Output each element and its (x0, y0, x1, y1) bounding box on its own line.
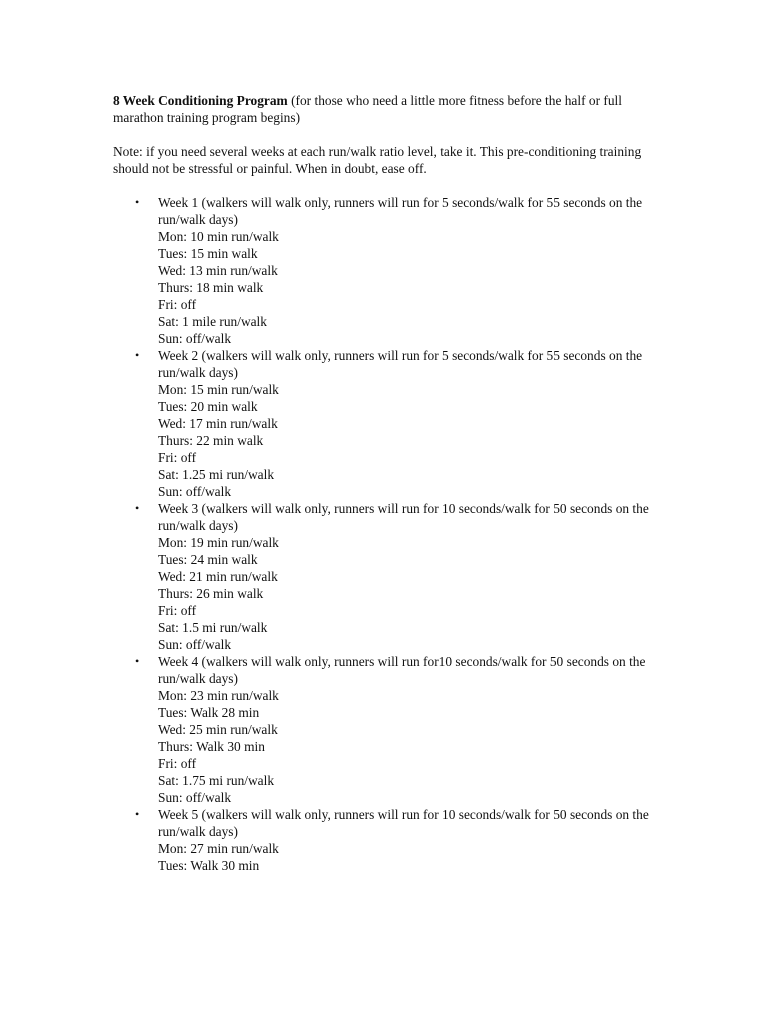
day-entry: Mon: 27 min run/walk (158, 841, 279, 856)
day-entry: Sat: 1 mile run/walk (158, 314, 267, 329)
day-entry: Wed: 17 min run/walk (158, 416, 278, 431)
day-entry: Fri: off (158, 297, 197, 312)
day-entry: Fri: off (158, 603, 197, 618)
day-entry: Sun: off/walk (158, 331, 232, 346)
week-item (113, 806, 673, 874)
day-entry: Mon: 15 min run/walk (158, 382, 279, 397)
bullet-icon: • (135, 501, 140, 515)
day-entry: Sun: off/walk (158, 484, 232, 499)
day-entry: Thurs: Walk 30 min (158, 739, 265, 754)
week-item (113, 347, 673, 500)
day-entry: Thurs: 26 min walk (158, 586, 264, 601)
week-heading: Week 1 (walkers will walk only, runners will run for 5 seconds/walk for 55 seconds on the run/walk days) (158, 195, 643, 227)
day-entry: Thurs: 18 min walk (158, 280, 264, 295)
day-entry: Sun: off/walk (158, 790, 232, 805)
week-item (113, 653, 673, 806)
week-item (113, 500, 673, 653)
day-entry: Mon: 10 min run/walk (158, 229, 279, 244)
day-entry: Tues: Walk 28 min (158, 705, 260, 720)
bullet-icon: • (135, 807, 140, 821)
bullet-icon: • (135, 195, 140, 209)
day-entry: Tues: Walk 30 min (158, 858, 260, 873)
week-item (113, 194, 673, 347)
day-entry: Mon: 23 min run/walk (158, 688, 279, 703)
day-entry: Sat: 1.5 mi run/walk (158, 620, 268, 635)
bullet-icon: • (135, 348, 140, 362)
day-entry: Tues: 20 min walk (158, 399, 258, 414)
note-paragraph: Note: if you need several weeks at each run/walk ratio level, take it. This pre-conditioning training should not be stressful or painful. When in doubt, ease off. (113, 144, 642, 176)
day-entry: Tues: 15 min walk (158, 246, 258, 261)
title-paragraph (113, 92, 673, 126)
bullet-icon: • (135, 654, 140, 668)
day-entry: Sat: 1.75 mi run/walk (158, 773, 275, 788)
day-entry: Wed: 21 min run/walk (158, 569, 278, 584)
day-entry: Thurs: 22 min walk (158, 433, 264, 448)
title-subtitle: (for those who need a little more fitness before the half or full marathon training program begins) (113, 93, 623, 125)
week-heading: Week 5 (walkers will walk only, runners will run for 10 seconds/walk for 50 seconds on the run/walk days) (158, 807, 649, 839)
day-entry: Tues: 24 min walk (158, 552, 258, 567)
day-entry: Wed: 25 min run/walk (158, 722, 278, 737)
week-heading: Week 4 (walkers will walk only, runners will run for10 seconds/walk for 50 seconds on the run/walk days) (158, 654, 646, 686)
weeks-list (113, 194, 673, 874)
week-heading: Week 3 (walkers will walk only, runners will run for 10 seconds/walk for 50 seconds on the run/walk days) (158, 501, 649, 533)
document-page (113, 92, 673, 874)
day-entry: Mon: 19 min run/walk (158, 535, 279, 550)
day-entry: Fri: off (158, 756, 197, 771)
day-entry: Fri: off (158, 450, 197, 465)
day-entry: Sun: off/walk (158, 637, 232, 652)
day-entry: Wed: 13 min run/walk (158, 263, 278, 278)
week-heading: Week 2 (walkers will walk only, runners will run for 5 seconds/walk for 55 seconds on the run/walk days) (158, 348, 643, 380)
document-title: 8 Week Conditioning Program (113, 93, 288, 108)
day-entry: Sat: 1.25 mi run/walk (158, 467, 275, 482)
